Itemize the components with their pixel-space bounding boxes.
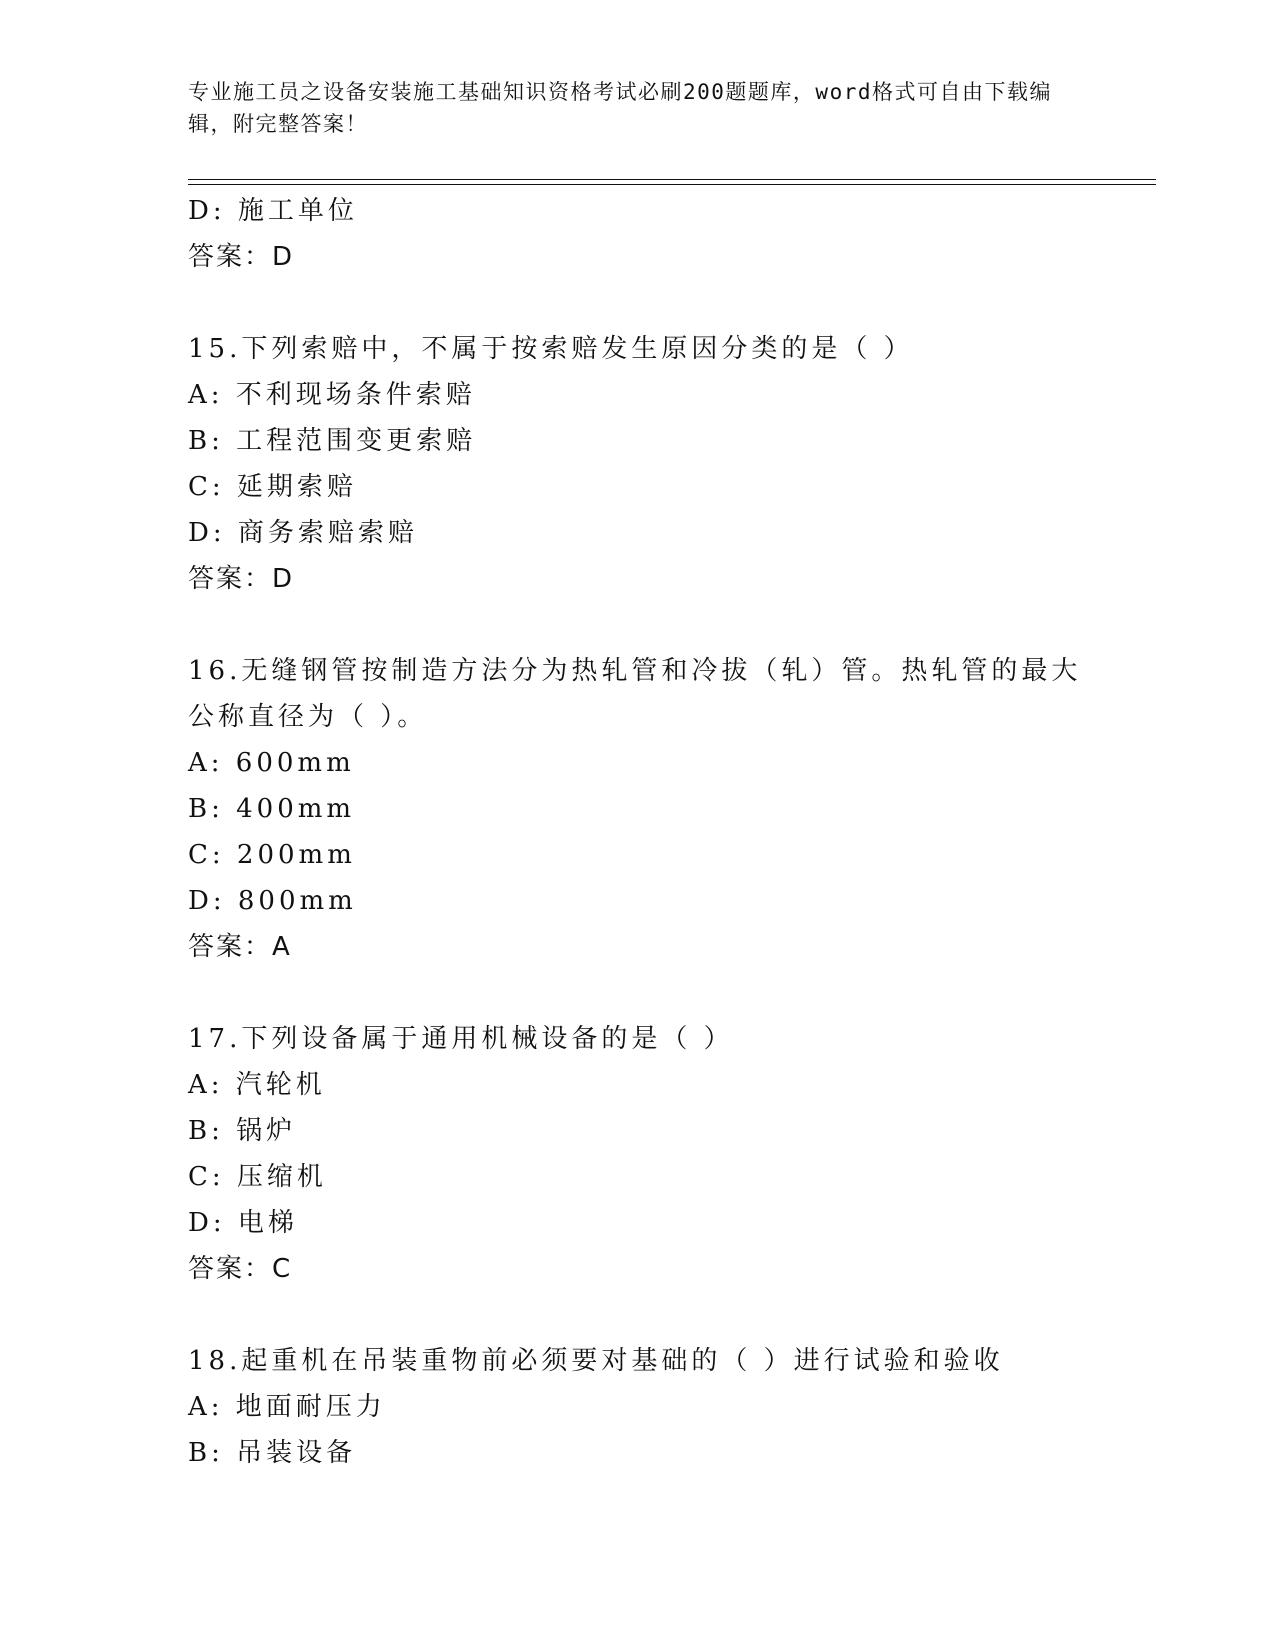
option-a: A: 600mm — [188, 748, 355, 778]
option-d: D: 商务索赔索赔 — [188, 518, 418, 548]
option-b: B: 锅炉 — [188, 1116, 297, 1146]
option-a: A: 汽轮机 — [188, 1070, 326, 1100]
option-b: B: 400mm — [188, 794, 356, 824]
option-b: B: 工程范围变更索赔 — [188, 426, 477, 456]
question-stem: 16.无缝钢管按制造方法分为热轧管和冷拔（轧）管。热轧管的最大公称直径为（ ）。 — [188, 656, 1082, 732]
option-d: D: 电梯 — [188, 1208, 298, 1238]
option-c: C: 200mm — [188, 840, 356, 870]
answer-line: 答案：D — [188, 564, 295, 594]
question-stem: 15.下列索赔中，不属于按索赔发生原因分类的是（ ） — [188, 334, 914, 364]
question-list — [188, 188, 1088, 1476]
page-header: 专业施工员之设备安装施工基础知识资格考试必刷200题题库，word格式可自由下载编辑，附完整答案！ — [188, 80, 1052, 136]
spacer — [188, 280, 1088, 326]
question-stem: 18.起重机在吊装重物前必须要对基础的（ ）进行试验和验收 — [188, 1346, 1004, 1376]
option-d: D: 施工单位 — [188, 196, 358, 226]
answer-line: 答案：A — [188, 932, 292, 962]
option-a: A: 不利现场条件索赔 — [188, 380, 476, 410]
spacer — [188, 970, 1088, 1016]
question-stem: 17.下列设备属于通用机械设备的是（ ） — [188, 1024, 734, 1054]
answer-line: 答案：D — [188, 242, 295, 272]
option-a: A: 地面耐压力 — [188, 1392, 386, 1422]
answer-line: 答案：C — [188, 1254, 293, 1284]
option-b: B: 吊装设备 — [188, 1438, 357, 1468]
option-d: D: 800mm — [188, 886, 357, 916]
option-c: C: 延期索赔 — [188, 472, 357, 502]
spacer — [188, 602, 1088, 648]
option-c: C: 压缩机 — [188, 1162, 327, 1192]
spacer — [188, 1292, 1088, 1338]
header-divider — [188, 179, 1156, 185]
